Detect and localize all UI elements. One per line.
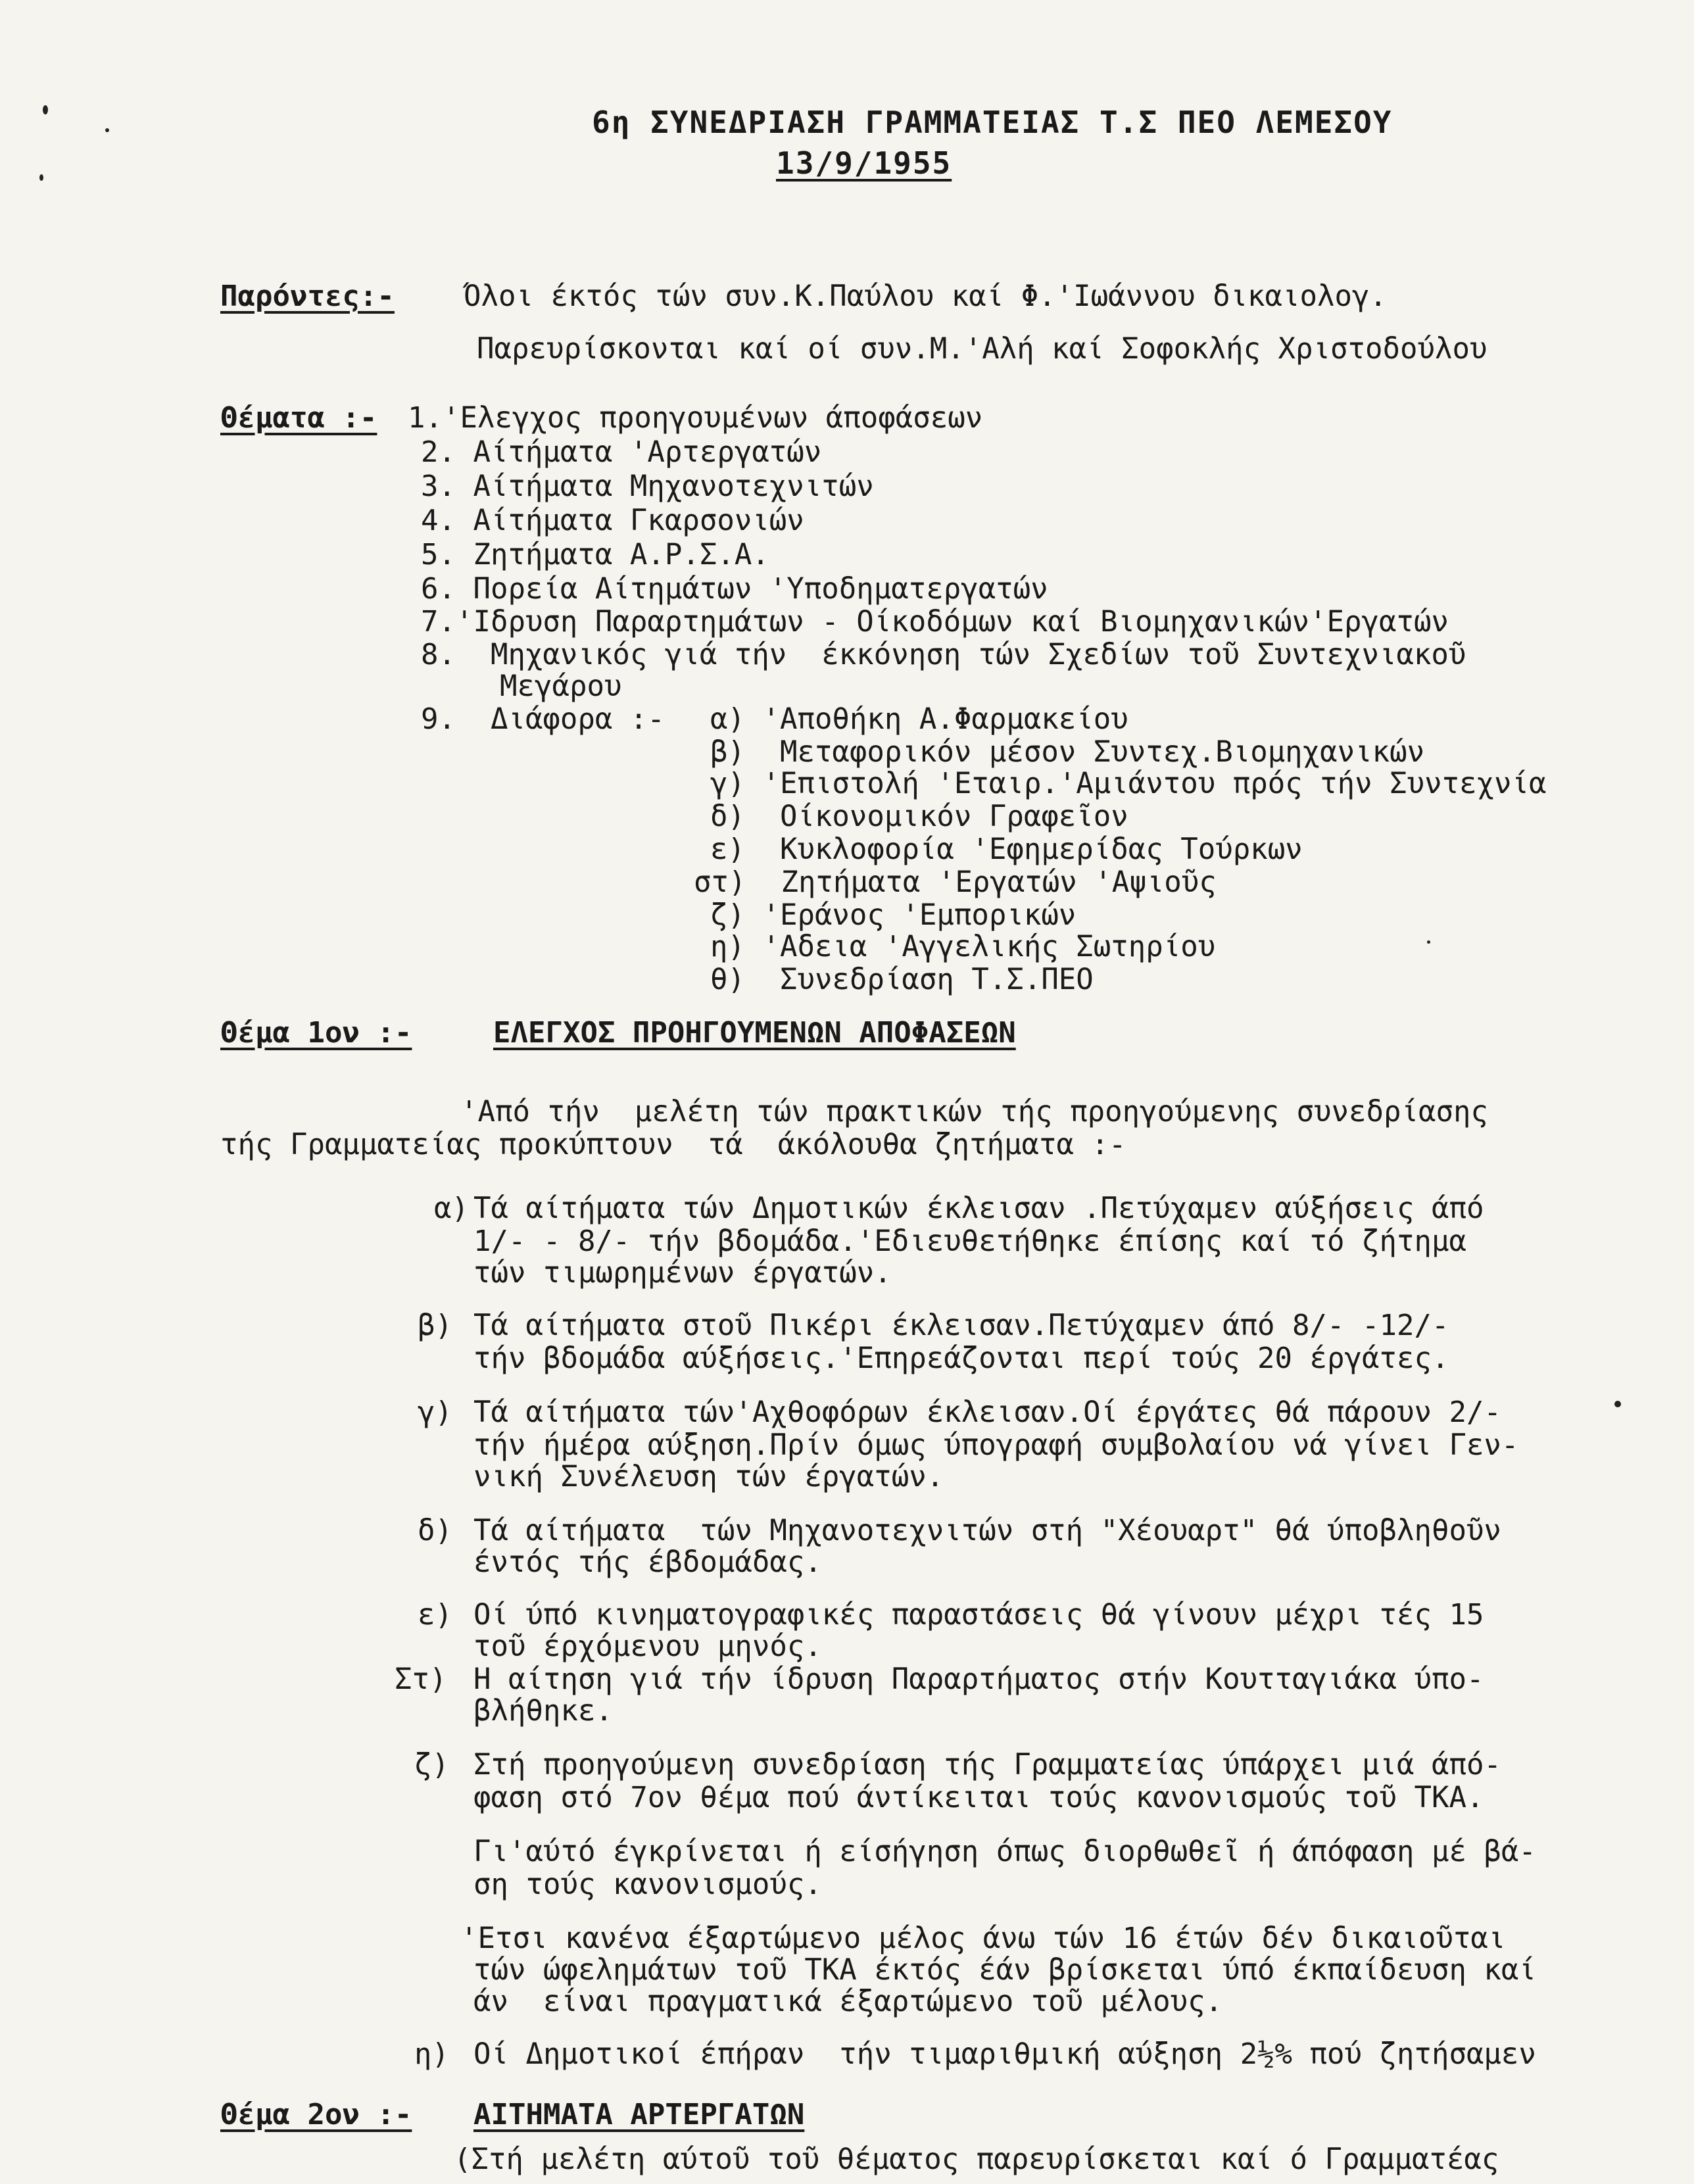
item-line: Στή προηγούμενη συνεδρίαση τής Γραμματείας ύπάρχει μιά άπό- xyxy=(473,1748,1501,1782)
scan-speck xyxy=(105,128,109,132)
attendance-line-2: Παρευρίσκονται καί οί συν.Μ.'Αλή καί Σοφοκλής Χριστοδούλου xyxy=(477,332,1488,366)
item-line: τήν βδομάδα αύξήσεις.'Επηρεάζονται περί τούς 20 έργάτες. xyxy=(473,1342,1449,1375)
agenda-item: 1.'Ελεγχος προηγουμένων άποφάσεων xyxy=(408,401,983,435)
item-marker: Στ) xyxy=(395,1662,447,1696)
item-line: Τά αίτήματα τών'Αχθοφόρων έκλεισαν.Οί έργάτες θά πάρουν 2/- xyxy=(473,1395,1501,1429)
item-line: φαση στό 7ον θέμα πού άντίκειται τούς κανονισμούς τοῦ ΤΚΑ. xyxy=(473,1781,1484,1814)
item-line: τοῦ έρχόμενου μηνός. xyxy=(473,1630,822,1663)
topic-1-label: Θέμα 1ον :- xyxy=(220,1016,412,1050)
agenda-item: 2. Αίτήματα 'Αρτεργατών xyxy=(421,435,822,469)
item-marker: ζ) xyxy=(414,1748,449,1782)
agenda-sub-item: ε) Κυκλοφορία 'Εφημερίδας Τούρκων xyxy=(710,833,1303,866)
item-marker: δ) xyxy=(418,1514,452,1547)
item-line: Η αίτηση γιά τήν ίδρυση Παραρτήματος στήν Κουτταγιάκα ύπο- xyxy=(473,1662,1484,1696)
attendance-line-1: Όλοι έκτός τών συν.Κ.Παύλου καί Φ.'Ιωάννου δικαιολογ. xyxy=(464,279,1387,313)
item-line: νική Συνέλευση τών έργατών. xyxy=(473,1460,944,1493)
agenda-item-continuation: Μεγάρου xyxy=(500,669,622,703)
agenda-item: 7.'Ιδρυση Παραρτημάτων - Οίκοδόμων καί Βιομηχανικών'Εργατών xyxy=(421,605,1449,639)
item-line: τήν ήμέρα αύξηση.Πρίν όμως ύπογραφή συμβολαίου νά γίνει Γεν- xyxy=(473,1428,1519,1462)
agenda-sub-item: στ) Ζητήματα 'Εργατών 'Αψιοῦς xyxy=(694,865,1217,899)
item-marker: γ) xyxy=(418,1395,452,1429)
agenda-label: Θέματα :- xyxy=(220,401,377,435)
topic-2-line: (Στή μελέτη αύτοῦ τοῦ θέματος παρευρίσκεται καί ό Γραμματέας xyxy=(454,2143,1499,2176)
item-marker: α) xyxy=(434,1192,469,1225)
item-line: Τά αίτήματα τών Μηχανοτεχνιτών στή "Χέουαρτ" θά ύποβληθοῦν xyxy=(473,1514,1501,1547)
agenda-sub-item: β) Μεταφορικόν μέσον Συντεχ.Βιομηχανικών xyxy=(710,735,1425,769)
agenda-item: 5. Ζητήματα Α.Ρ.Σ.Α. xyxy=(421,538,769,571)
item-marker: ε) xyxy=(418,1598,452,1632)
scan-speck xyxy=(1614,1401,1621,1407)
agenda-sub-item: α) 'Αποθήκη Α.Φαρμακείου xyxy=(710,702,1128,736)
paragraph-line: άν είναι πραγματικά έξαρτώμενο τοῦ μέλους. xyxy=(473,1985,1223,2018)
scan-speck xyxy=(43,105,48,114)
attendance-label: Παρόντες:- xyxy=(220,279,395,313)
item-line: βλήθηκε. xyxy=(473,1694,613,1728)
agenda-item: 8. Μηχανικός γιά τήν έκκόνηση τών Σχεδίων τοῦ Συντεχνιακοῦ xyxy=(421,638,1466,671)
item-marker: η) xyxy=(414,2037,449,2071)
agenda-sub-item: γ) 'Επιστολή 'Εταιρ.'Αμιάντου πρός τήν Συντεχνία xyxy=(710,767,1547,800)
topic-1-intro-line: 'Από τήν μελέτη τών πρακτικών τής προηγούμενης συνεδρίασης xyxy=(460,1095,1488,1128)
agenda-sub-item: ζ) 'Εράνος 'Εμπορικών xyxy=(710,898,1077,932)
agenda-sub-item: η) 'Αδεια 'Αγγελικής Σωτηρίου xyxy=(710,930,1216,963)
item-line: Οί Δημοτικοί έπήραν τήν τιμαριθμική αύξηση 2½% πού ζητήσαμεν xyxy=(473,2037,1536,2071)
topic-2-label: Θέμα 2ον :- xyxy=(220,2098,412,2131)
scan-speck xyxy=(1427,940,1430,944)
item-line: τών τιμωρημένων έργατών. xyxy=(473,1256,892,1290)
paragraph-line: Γι'αύτό έγκρίνεται ή είσήγηση όπως διορθωθεῖ ή άπόφαση μέ βά- xyxy=(473,1835,1536,1868)
topic-1-title: ΕΛΕΓΧΟΣ ΠΡΟΗΓΟΥΜΕΝΩΝ ΑΠΟΦΑΣΕΩΝ xyxy=(493,1016,1016,1050)
paragraph-line: ση τούς κανονισμούς. xyxy=(473,1868,822,1901)
agenda-item: 4. Αίτήματα Γκαρσονιών xyxy=(421,504,804,537)
document-title: 6η ΣΥΝΕΔΡΙΑΣΗ ΓΡΑΜΜΑΤΕΙΑΣ Τ.Σ ΠΕΟ ΛΕΜΕΣΟΥ xyxy=(592,105,1393,140)
item-marker: β) xyxy=(418,1309,452,1342)
scan-speck xyxy=(39,174,43,181)
agenda-sub-item: θ) Συνεδρίαση Τ.Σ.ΠΕΟ xyxy=(710,963,1094,996)
paragraph-line: 'Ετσι κανένα έξαρτώμενο μέλος άνω τών 16 έτών δέν δικαιοῦται xyxy=(460,1922,1506,1955)
agenda-sub-item: δ) Οίκονομικόν Γραφεῖον xyxy=(710,800,1128,833)
agenda-item: 6. Πορεία Αίτημάτων 'Υποδηματεργατών xyxy=(421,572,1048,606)
item-line: Τά αίτήματα στοῦ Πικέρι έκλεισαν.Πετύχαμεν άπό 8/- -12/- xyxy=(473,1309,1449,1342)
agenda-item: 9. Διάφορα :- xyxy=(421,702,665,736)
item-line: Οί ύπό κινηματογραφικές παραστάσεις θά γίνουν μέχρι τές 15 xyxy=(473,1598,1484,1632)
agenda-item: 3. Αίτήματα Μηχανοτεχνιτών xyxy=(421,470,874,503)
topic-2-title: ΑΙΤΗΜΑΤΑ ΑΡΤΕΡΓΑΤΩΝ xyxy=(473,2098,805,2131)
item-line: 1/- - 8/- τήν βδομάδα.'Εδιευθετήθηκε έπίσης καί τό ζήτημα xyxy=(473,1225,1466,1258)
paragraph-line: τών ώφελημάτων τοῦ ΤΚΑ έκτός έάν βρίσκεται ύπό έκπαίδευση καί xyxy=(473,1953,1536,1987)
item-line: έντός τής έβδομάδας. xyxy=(473,1545,822,1579)
meeting-date: 13/9/1955 xyxy=(776,145,952,181)
item-line: Τά αίτήματα τών Δημοτικών έκλεισαν .Πετύχαμεν αύξήσεις άπό xyxy=(473,1192,1484,1225)
topic-1-intro-line: τής Γραμματείας προκύπτουν τά άκόλουθα ζητήματα :- xyxy=(220,1128,1126,1161)
